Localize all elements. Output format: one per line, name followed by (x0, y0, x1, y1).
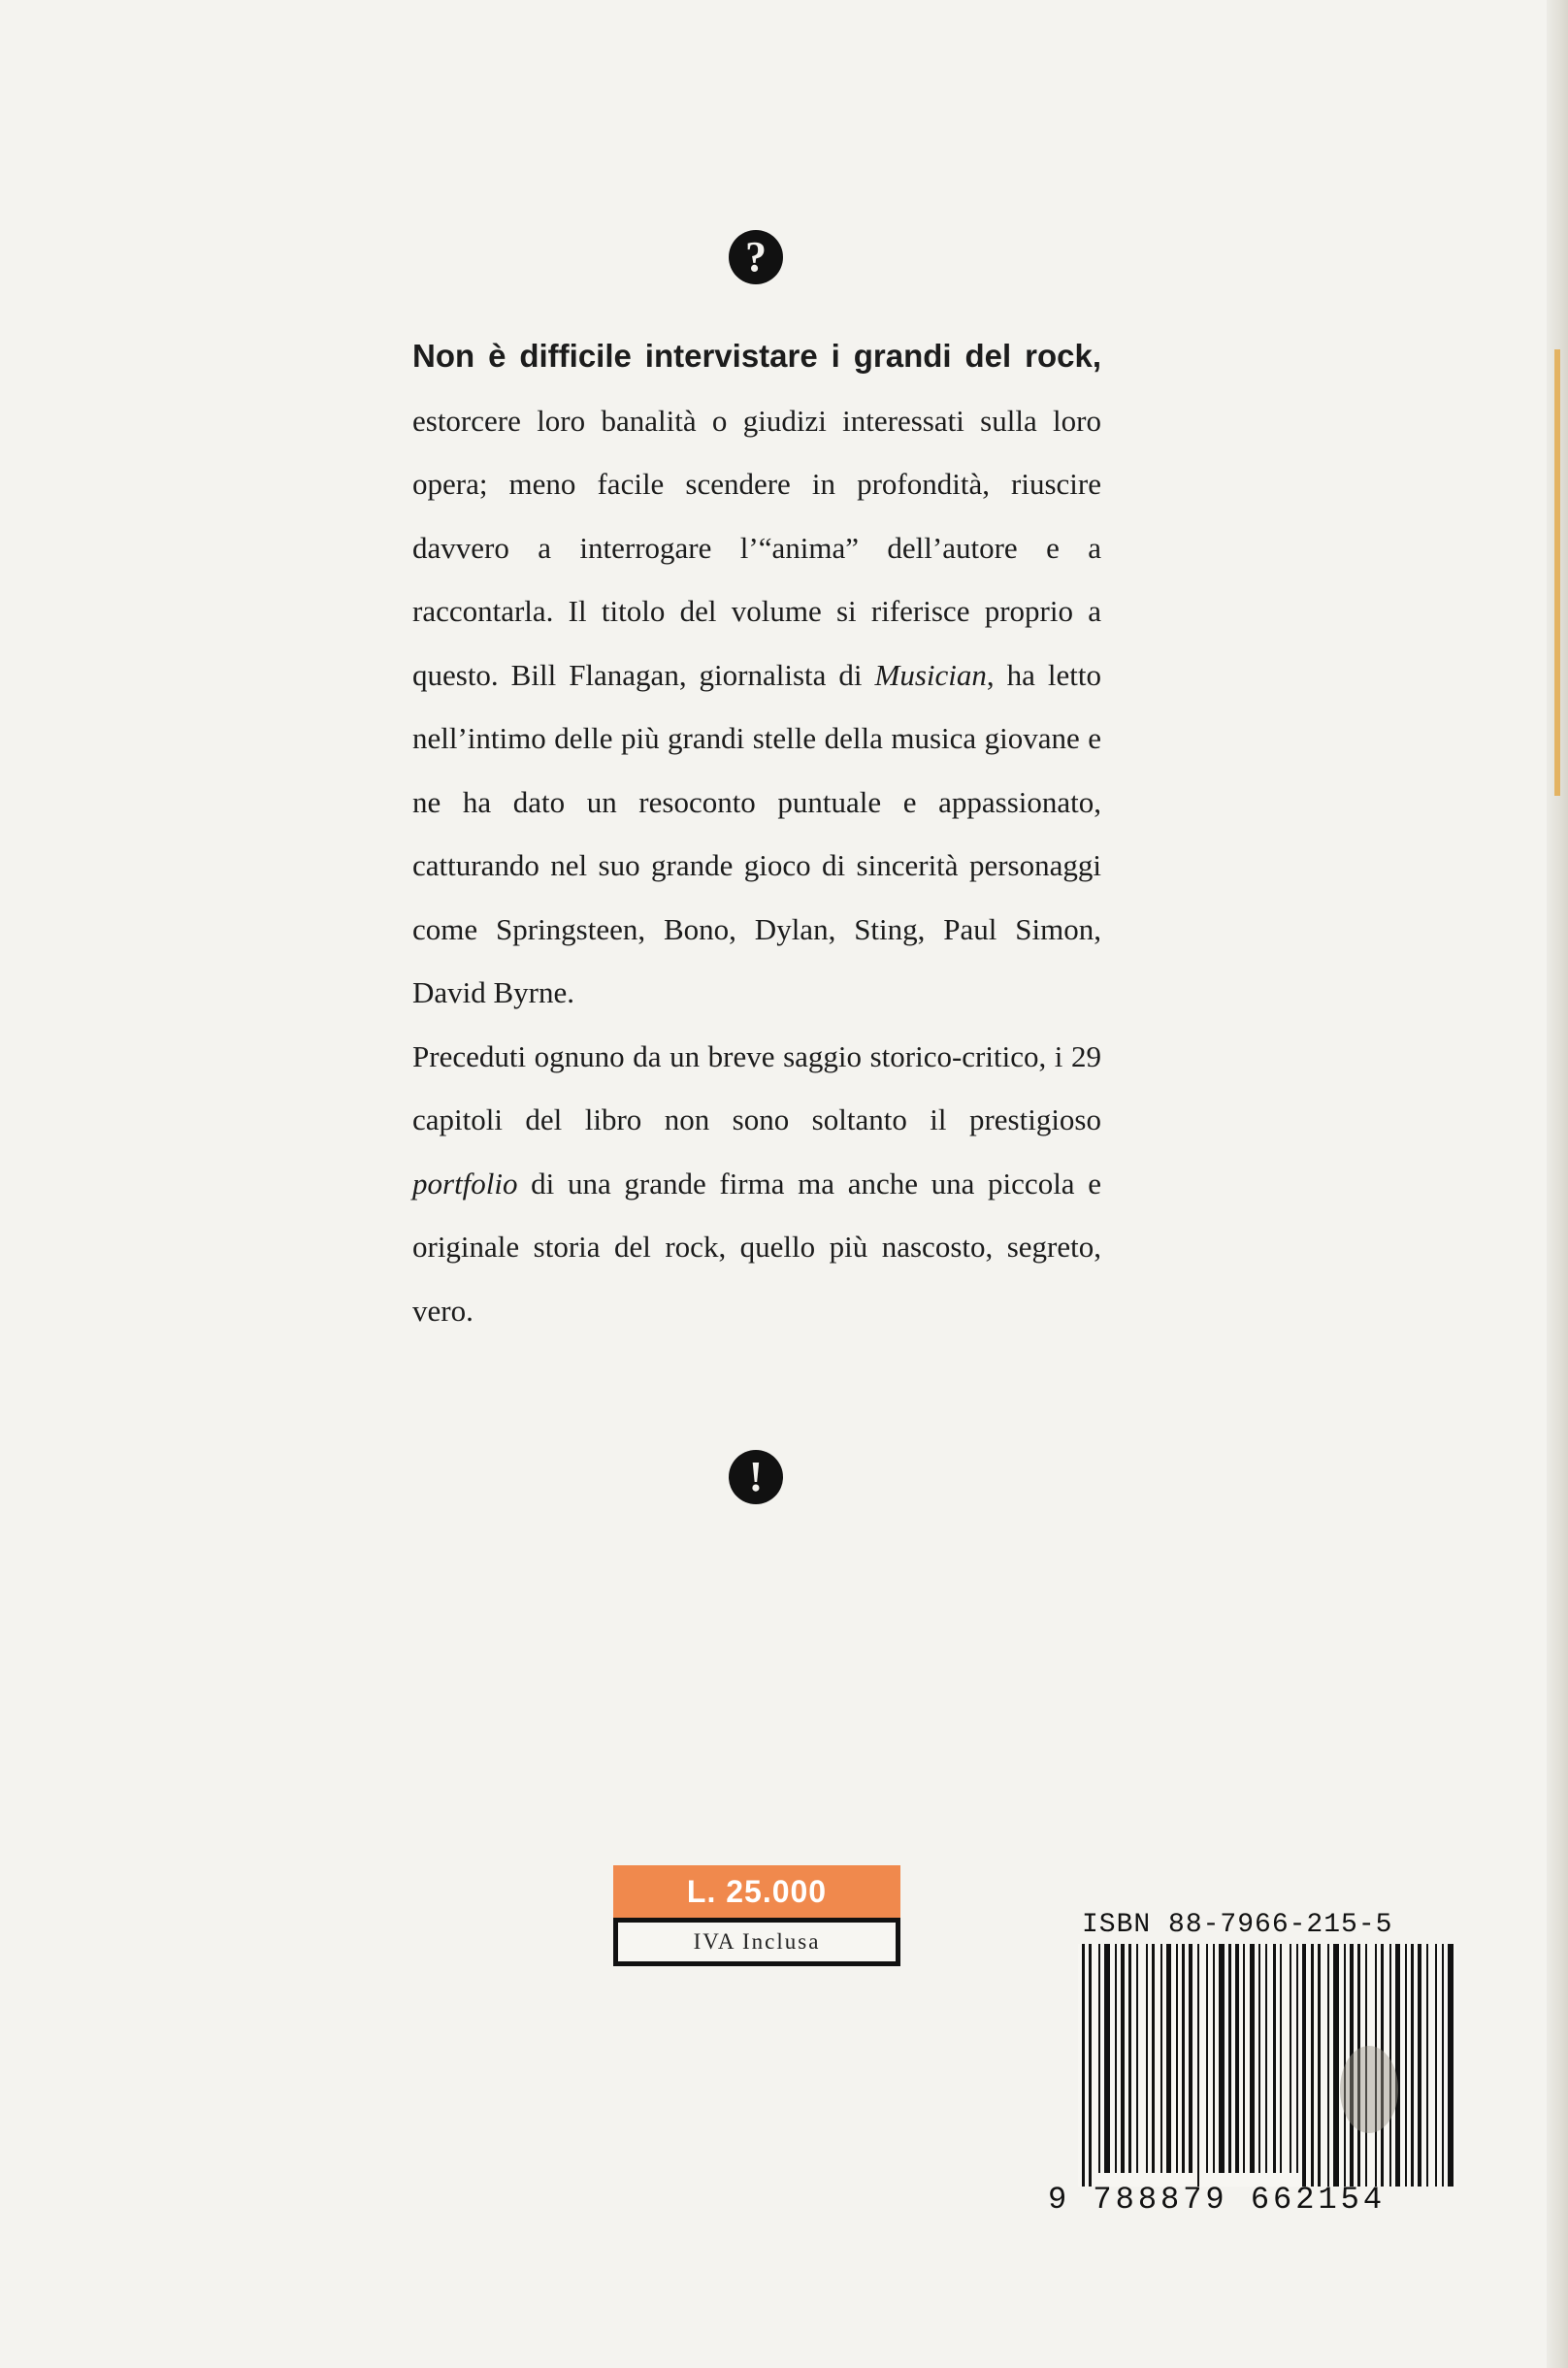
barcode-bar (1302, 1944, 1306, 2187)
barcode-icon (1078, 1944, 1456, 2187)
barcode-bar (1280, 1944, 1282, 2173)
barcode-bar (1182, 1944, 1185, 2173)
barcode-bar (1152, 1944, 1155, 2173)
barcode-bar (1258, 1944, 1260, 2173)
barcode-bar (1228, 1944, 1231, 2173)
barcode-bar (1206, 1944, 1208, 2173)
barcode-bar (1273, 1944, 1276, 2173)
barcode-bar (1089, 1944, 1092, 2187)
barcode-bar (1166, 1944, 1171, 2173)
blurb-paragraph-1 (412, 324, 1101, 1025)
barcode-bar (1104, 1944, 1110, 2173)
barcode-bar (1197, 1944, 1199, 2187)
back-cover-blurb (412, 324, 1101, 1342)
portfolio-word: portfolio (412, 1166, 518, 1200)
magazine-title: Musician (874, 657, 987, 692)
barcode-bar (1296, 1944, 1298, 2173)
barcode-bar (1442, 1944, 1444, 2187)
barcode-bar (1327, 1944, 1329, 2187)
barcode-bar (1405, 1944, 1407, 2187)
isbn-label: ISBN 88-7966-215-5 (1082, 1910, 1393, 1940)
barcode-bar (1411, 1944, 1414, 2187)
blurb-paragraph-2 (412, 1025, 1101, 1343)
barcode-bar (1176, 1944, 1178, 2173)
exclamation-mark-badge: ! (729, 1450, 783, 1504)
barcode-bar (1136, 1944, 1138, 2173)
barcode-bar (1235, 1944, 1239, 2173)
cover-right-edge (1547, 0, 1568, 2368)
barcode-bar (1250, 1944, 1255, 2173)
barcode-bar (1128, 1944, 1131, 2173)
blurb-text-1: estorcere loro banalità o giudizi interessati sulla loro opera; meno facile scendere in profondità, riuscire davvero a interrogare l’“anima” dell’autore e a raccontarla. Il titolo del volume si riferisce proprio a questo. Bill Flanagan, giornalista di (412, 403, 1101, 692)
barcode-number: 9 788879 662154 (1048, 2182, 1387, 2218)
price-label (613, 1865, 900, 1966)
barcode-bar (1311, 1944, 1314, 2187)
barcode-bar (1318, 1944, 1321, 2187)
barcode-bar (1160, 1944, 1162, 2173)
blurb-text-2: , ha letto nell’intimo delle più grandi stelle della musica giovane e ne ha dato un resoconto puntuale e appassionato, catturando nel suo grande gioco di sincerità personaggi come Springsteen, Bono, Dylan, Sting, Paul Simon, David Byrne. (412, 657, 1101, 1009)
barcode-bar (1115, 1944, 1117, 2173)
price-tax-note: IVA Inclusa (613, 1918, 900, 1966)
price-amount: L. 25.000 (613, 1865, 900, 1918)
barcode-bar (1082, 1944, 1085, 2187)
barcode-bar (1448, 1944, 1454, 2187)
barcode-bar (1395, 1944, 1400, 2187)
spine-stripe (1554, 349, 1560, 796)
blurb-lead: Non è difficile intervistare i grandi del rock, (412, 338, 1101, 374)
barcode-bar (1121, 1944, 1125, 2173)
barcode-bar (1146, 1944, 1148, 2173)
barcode-bar (1426, 1944, 1428, 2187)
barcode-bar (1219, 1944, 1225, 2173)
barcode-bar (1265, 1944, 1267, 2173)
question-mark-badge: ? (729, 230, 783, 284)
barcode-bar (1435, 1944, 1437, 2187)
barcode-bar (1243, 1944, 1245, 2173)
barcode-bar (1189, 1944, 1192, 2173)
barcode-bar (1333, 1944, 1339, 2187)
barcode-bar (1418, 1944, 1421, 2187)
blurb-text-3: Preceduti ognuno da un breve saggio storico-critico, i 29 capitoli del libro non sono soltanto il prestigioso (412, 1038, 1101, 1136)
barcode-bar (1098, 1944, 1100, 2173)
blurb-text-4: di una grande firma ma anche una piccola e originale storia del rock, quello più nascosto, segreto, vero. (412, 1166, 1101, 1328)
barcode-bar (1290, 1944, 1291, 2173)
barcode-bar (1213, 1944, 1215, 2173)
